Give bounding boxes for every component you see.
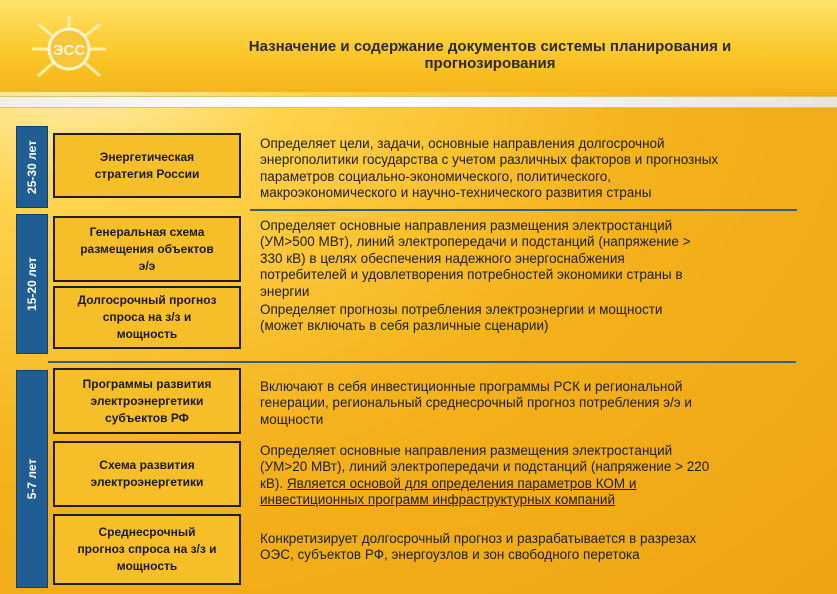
doc-line: Долгосрочный прогноз (77, 293, 217, 307)
description-energy-strategy (260, 136, 830, 202)
desc-line: 330 кВ) в целях обеспечения надежного энергоснабжения (260, 250, 625, 266)
period-bar-15-20 (16, 214, 48, 354)
desc-line: Определяет основные направления размещения электростанций (260, 218, 673, 233)
doc-box-general-scheme (53, 216, 241, 282)
desc-line: Определяет основные направления размещения электростанций (260, 443, 673, 458)
desc-line: (может включать в себя различные сценарии) (260, 318, 549, 334)
period-label: 5-7 лет (25, 458, 39, 500)
separator-line (250, 209, 797, 211)
doc-box-development-scheme (53, 441, 241, 507)
desc-underlined-text: Является основой для определения параметров КОМ и (286, 475, 637, 491)
period-bar-25-30 (16, 126, 48, 208)
doc-box-mid-term-forecast (53, 514, 241, 585)
doc-line: электроэнергетики (90, 475, 204, 489)
doc-line: Энергетическая (99, 149, 195, 164)
page-title-line1: Назначение и содержание документов системы планирования и (248, 38, 732, 55)
description-mid-term-forecast (260, 531, 830, 564)
doc-line: Схема развития (99, 458, 195, 472)
doc-line: стратегия России (94, 166, 200, 181)
description-regional-programs (260, 379, 830, 428)
header-band (0, 0, 837, 92)
doc-line: э/э (138, 258, 156, 273)
description-general-scheme (260, 218, 830, 300)
doc-line: субъектов РФ (105, 410, 189, 425)
doc-line: прогноз спроса на з/з и (77, 542, 217, 556)
desc-line: мощности (260, 411, 324, 427)
desc-text: кВ). (260, 475, 287, 491)
desc-line: (УМ>20 МВт), линий электропередачи и подстанций (напряжение > 220 (260, 459, 710, 475)
description-development-scheme (260, 443, 830, 509)
doc-line: мощность (116, 559, 178, 573)
desc-line: Определяет прогнозы потребления электроэнергии и мощности (260, 302, 663, 317)
desc-line: макроэкономического и научно-технического развития страны (260, 185, 652, 201)
desc-line: Определяет цели, задачи, основные направления долгосрочной (260, 136, 665, 151)
desc-line: Включают в себя инвестиционные программы РСК и региональной (260, 379, 683, 394)
desc-line: потребителей и удовлетворения потребностей экономики страны в (260, 267, 683, 283)
desc-line: ОЭС, субъектов РФ, энергоузлов и зон свободного перетока (260, 547, 640, 563)
doc-line: размещения объектов (80, 241, 214, 256)
desc-line (260, 476, 830, 492)
page-title (150, 38, 830, 72)
doc-line: Среднесрочный (98, 525, 196, 539)
desc-line: (УМ>500 МВт), линий электропередачи и подстанций (напряжение > (260, 234, 691, 250)
page-title-line2: прогнозирования (424, 55, 556, 72)
desc-line: параметров социально-экономического, политического, (260, 168, 611, 184)
doc-line: мощность (116, 327, 178, 341)
logo-text: ЭСС (52, 42, 86, 59)
doc-box-regional-programs (53, 368, 241, 434)
description-long-term-forecast (260, 302, 830, 335)
company-logo (30, 14, 108, 84)
desc-line: энергополитики государства с учетом различных факторов и прогнозных (260, 152, 719, 168)
doc-box-energy-strategy (53, 133, 241, 198)
period-label: 25-30 лет (25, 140, 39, 194)
period-bar-5-7 (16, 370, 48, 588)
desc-line: Конкретизирует долгосрочный прогноз и разрабатывается в разрезах (260, 531, 697, 546)
doc-line: спроса на з/з и (102, 310, 192, 324)
desc-underlined-line: инвестиционных программ инфраструктурных компаний (260, 492, 615, 508)
desc-line: генерации, региональный среднесрочный прогноз потребления э/э и (260, 395, 692, 411)
doc-box-long-term-forecast (53, 286, 241, 349)
doc-line: Генеральная схема (89, 224, 205, 239)
doc-line: Программы развития (82, 376, 212, 391)
desc-line: энергии (260, 283, 310, 299)
doc-line: электроэнергетики (90, 393, 204, 408)
period-label: 15-20 лет (25, 257, 39, 311)
separator-line (48, 361, 796, 363)
header-divider (0, 96, 837, 108)
